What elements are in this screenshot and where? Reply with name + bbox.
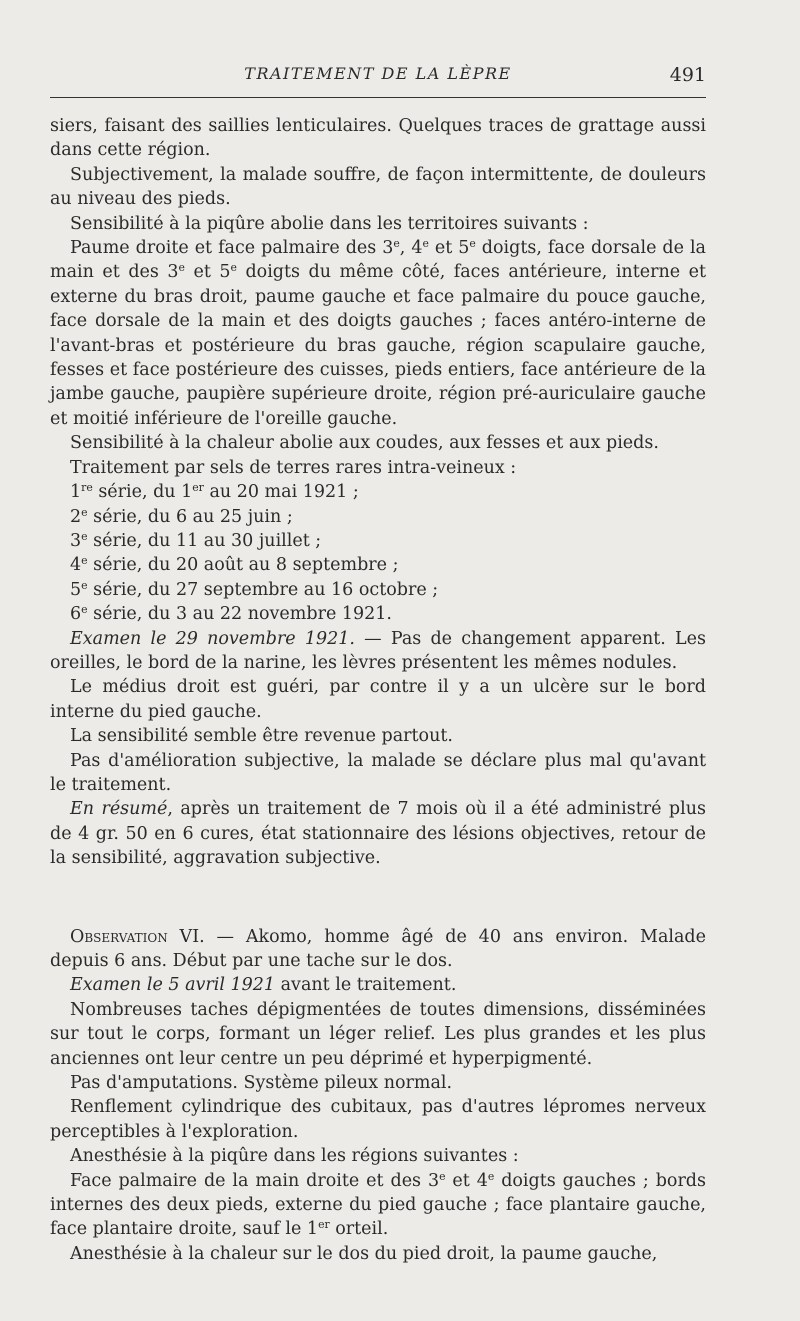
text-run: Nombreuses taches dépigmentées de toutes dimensions, disséminées sur tout le corps, formant un léger relief. Les plus grandes et les plus anciennes ont leur centre un peu déprimé et hyperpigmenté. xyxy=(50,999,706,1069)
superscript: e xyxy=(81,603,88,617)
superscript: e xyxy=(469,237,476,251)
paragraph xyxy=(50,675,706,724)
text-run: 4 xyxy=(70,555,82,576)
text-run: série, du 3 au 22 novembre 1921. xyxy=(87,604,392,625)
text-run: En résumé xyxy=(70,799,168,820)
text-run: — Pas de changement apparent. Les oreilles, le bord de la narine, les lèvres présentent les mêmes nodules. xyxy=(50,628,706,673)
text-run: Pas d'amputations. Système pileux normal. xyxy=(70,1073,453,1094)
text-run: série, du 1 xyxy=(92,482,193,503)
page-header xyxy=(50,64,706,88)
superscript: e xyxy=(81,554,88,568)
text-run: série, du 27 septembre au 16 octobre ; xyxy=(87,579,439,600)
text-run: Sensibilité à la piqûre abolie dans les territoires suivants : xyxy=(70,213,589,234)
page-number: 491 xyxy=(669,64,706,86)
text-run: doigts, face dorsale de la main et des 3 xyxy=(50,238,706,283)
text-run: 5 xyxy=(70,579,82,600)
paragraph xyxy=(50,553,706,577)
text-run: au 20 mai 1921 ; xyxy=(203,482,359,503)
text-run: Face palmaire de la main droite et des 3 xyxy=(70,1170,440,1191)
superscript: er xyxy=(192,481,204,495)
paragraph xyxy=(50,1242,706,1266)
paragraph xyxy=(50,431,706,455)
superscript: e xyxy=(439,1169,446,1183)
text-run: Observation xyxy=(70,926,168,947)
text-run: Le médius droit est guéri, par contre il y a un ulcère sur le bord interne du pied gauche. xyxy=(50,677,706,722)
text-run: , 4 xyxy=(399,238,423,259)
text-run: La sensibilité semble être revenue partout. xyxy=(70,726,453,747)
text-run: série, du 6 au 25 juin ; xyxy=(87,506,293,527)
text-run: Anesthésie à la chaleur sur le dos du pied droit, la paume gauche, xyxy=(70,1243,658,1264)
text-run: Anesthésie à la piqûre dans les régions suivantes : xyxy=(70,1146,519,1167)
section-gap xyxy=(50,871,706,925)
body-text xyxy=(50,114,706,1266)
text-run: doigts gauches ; bords internes des deux pieds, externe du pied gauche ; face plantaire gauche, face plantaire droite, sauf le 1 xyxy=(50,1170,706,1240)
text-run: Pas d'amélioration subjective, la malade se déclare plus mal qu'avant le traitement. xyxy=(50,750,706,795)
paragraph xyxy=(50,973,706,997)
superscript: re xyxy=(81,481,93,495)
text-run: et 5 xyxy=(428,238,470,259)
paragraph xyxy=(50,505,706,529)
superscript: e xyxy=(393,237,400,251)
paragraph xyxy=(50,998,706,1071)
paragraph xyxy=(50,114,706,163)
superscript: e xyxy=(487,1169,495,1183)
superscript: er xyxy=(318,1218,330,1232)
text-run: , après un traitement de 7 mois où il a été administré plus de 4 gr. 50 en 6 cures, état stationnaire des lésions objectives, retour de la sensibilité, aggravation subjective. xyxy=(50,799,706,869)
text-run: 1 xyxy=(70,482,82,503)
paragraph xyxy=(50,163,706,212)
text-run: Subjectivement, la malade souffre, de façon intermittente, de douleurs au niveau des pieds. xyxy=(50,164,706,210)
text-run: et 4 xyxy=(445,1170,488,1191)
paragraph xyxy=(50,749,706,798)
text-run: Examen le 5 avril 1921 xyxy=(70,975,276,996)
header-rule xyxy=(50,97,706,98)
superscript: e xyxy=(178,261,185,275)
paragraph xyxy=(50,1071,706,1095)
text-run: doigts du même côté, faces antérieure, interne et externe du bras droit, paume gauche et face palmaire du pouce gauche, face dorsale de la main et des doigts gauches ; faces antéro-interne de l'avant-bras et postérieure du bras gauche, région scapulaire gauche, fesses et face postérieure des cuisses, pieds entiers, face antérieure de la jambe gauche, paupière supérieure droite, région pré-auriculaire gauche et moitié inférieure de l'oreille gauche. xyxy=(50,262,706,429)
text-run: orteil. xyxy=(329,1219,389,1240)
paragraph xyxy=(50,797,706,870)
text-run: série, du 20 août au 8 septembre ; xyxy=(87,555,399,576)
superscript: e xyxy=(81,529,88,543)
paragraph xyxy=(50,1169,706,1242)
paragraph xyxy=(50,236,706,431)
running-title: TRAITEMENT DE LA LÈPRE xyxy=(244,64,512,83)
superscript: e xyxy=(81,505,88,519)
paragraph xyxy=(50,578,706,602)
text-run: 3 xyxy=(70,530,82,551)
text-run: VI. — Akomo, homme âgé de 40 ans environ. Malade depuis 6 ans. Début par une tache sur le dos. xyxy=(50,926,706,971)
paragraph xyxy=(50,480,706,504)
paragraph xyxy=(50,602,706,626)
paragraph xyxy=(50,456,706,480)
text-run: Sensibilité à la chaleur abolie aux coudes, aux fesses et aux pieds. xyxy=(70,433,659,454)
text-run: Renflement cylindrique des cubitaux, pas d'autres lépromes nerveux perceptibles à l'exploration. xyxy=(50,1097,706,1142)
text-run: Traitement par sels de terres rares intra-veineux : xyxy=(70,457,517,478)
superscript: e xyxy=(230,261,237,275)
text-run: 6 xyxy=(70,604,82,625)
text-run: Paume droite et face palmaire des 3 xyxy=(70,238,394,259)
text-run: série, du 11 au 30 juillet ; xyxy=(87,530,322,551)
paragraph xyxy=(50,529,706,553)
paragraph xyxy=(50,1144,706,1168)
text-run: Examen le 29 novembre 1921. xyxy=(70,628,355,649)
text-run: siers, faisant des saillies lenticulaires. Quelques traces de grattage aussi dans cette région. xyxy=(50,116,706,161)
superscript: e xyxy=(422,237,429,251)
paragraph xyxy=(50,925,706,974)
text-run: 2 xyxy=(70,506,82,527)
paragraph xyxy=(50,212,706,236)
paragraph xyxy=(50,627,706,676)
superscript: e xyxy=(81,578,88,592)
paragraph xyxy=(50,1095,706,1144)
text-run: avant le traitement. xyxy=(275,975,457,996)
text-run: et 5 xyxy=(184,262,231,283)
paragraph xyxy=(50,724,706,748)
